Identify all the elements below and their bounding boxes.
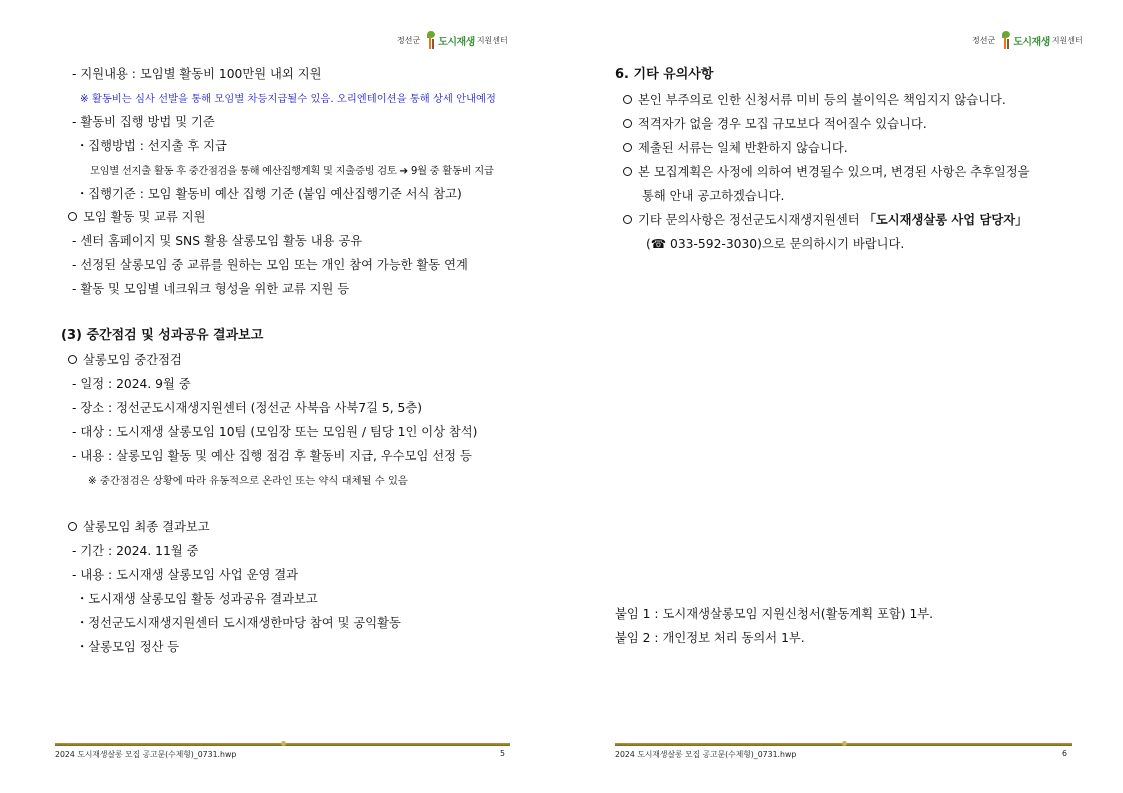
footer-divider [55,743,510,746]
attachment-2: 붙임 2 : 개인정보 처리 동의서 1부. [615,631,805,645]
circle-bullet-icon [68,212,77,221]
circle-bullet-icon [623,119,632,128]
notice-item-1-text: 본인 부주의로 인한 신청서류 미비 등의 불이익은 책임지지 않습니다. [638,93,1006,107]
final-report-heading [68,519,210,535]
notice-item-4 [623,164,1030,180]
notice-item-4-text: 본 모집계획은 사정에 의하여 변경될수 있으며, 변경된 사항은 추후일정을 [638,165,1030,179]
logo-brand-suffix: 지원센터 [1051,35,1083,45]
final-item-2: ・정선군도시재생지원센터 도시재생한마당 참여 및 공익활동 [76,616,401,630]
note-activity-fee: ※ 활동비는 심사 선발을 통해 모임별 차등지급될수 있음. 오리엔테이션을 통해 상세 안내예정 [80,93,496,105]
contact-phone-line: (☎ 033-592-3030)으로 문의하시기 바랍니다. [646,237,905,251]
logo-brand-text: 도시재생 [438,36,475,48]
footer-filename: 2024 도시재생살롱 모집 공고문(수제형)_0731.hwp [615,750,797,759]
page-number: 5 [500,749,505,758]
circle-bullet-icon [68,522,77,531]
logo-brand-suffix: 지원센터 [476,35,508,45]
execution-detail-line [90,163,494,179]
tree-logo-icon [424,31,436,49]
logo-region-text: 정선군 [972,35,996,45]
notice-item-3-text: 제출된 서류는 일체 반환하지 않습니다. [638,141,848,155]
circle-bullet-icon [68,355,77,364]
document-page-right [562,0,1123,793]
notice-item-2-text: 적격자가 없을 경우 모집 규모보다 적어질수 있습니다. [638,117,927,131]
support-item-2: - 선정된 살롱모임 중 교류를 원하는 모임 또는 개인 참여 가능한 활동 연계 [72,258,468,272]
notice-item-1 [623,92,1006,108]
circle-bullet-icon [623,95,632,104]
center-logo [972,31,1083,49]
circle-bullet-icon [623,167,632,176]
midpoint-target: - 대상 : 도시재생 살롱모임 10팀 (모임장 또는 모임원 / 팀당 1인 이상 참석) [72,425,478,439]
execution-detail-text: 모임별 선지출 활동 후 중간점검을 통해 예산집행계획 및 지출증빙 검토 [90,165,397,177]
final-item-1: ・도시재생 살롱모임 활동 성과공유 결과보고 [76,592,318,606]
final-report-text: 살롱모임 최종 결과보고 [83,520,210,534]
midpoint-check-heading [68,352,182,368]
notice-item-4-cont: 통해 안내 공고하겠습니다. [642,189,785,203]
midpoint-check-text: 살롱모임 중간점검 [83,353,182,367]
support-item-3: - 활동 및 모임별 네크워크 형성을 위한 교류 지원 등 [72,282,350,296]
notice-item-2 [623,116,927,132]
center-logo [397,31,508,49]
final-item-3: ・살롱모임 정산 등 [76,640,180,654]
section-heading-3: (3) 중간점검 및 성과공유 결과보고 [61,328,264,343]
support-heading-text: 모임 활동 및 교류 지원 [83,210,206,224]
attachment-1: 붙임 1 : 도시재생살롱모임 지원신청서(활동계획 포함) 1부. [615,607,934,621]
final-period: - 기간 : 2024. 11월 중 [72,544,199,558]
midpoint-note: ※ 중간점검은 상황에 따라 유동적으로 온라인 또는 약식 대체될 수 있음 [88,475,408,487]
document-page-left [0,0,561,793]
section-heading-6: 6. 기타 유의사항 [615,67,714,82]
right-arrow-icon: ➔ [399,165,408,177]
execution-detail-tail: 9월 중 활동비 지급 [410,165,494,177]
midpoint-content: - 내용 : 살롱모임 활동 및 예산 집행 점검 후 활동비 지급, 우수모임 선정 등 [72,449,472,463]
notice-item-5-text: 기타 문의사항은 정선군도시재생지원센터 [638,213,860,227]
footer-divider [615,743,1072,746]
notice-item-3 [623,140,848,156]
logo-brand-text: 도시재생 [1013,36,1050,48]
execution-method-line: ・집행방법 : 선지출 후 지급 [76,139,227,153]
support-item-1: - 센터 홈페이지 및 SNS 활용 살롱모임 활동 내용 공유 [72,234,363,248]
tree-logo-icon [999,31,1011,49]
midpoint-location: - 장소 : 정선군도시재생지원센터 (정선군 사북읍 사북7길 5, 5층) [72,401,423,415]
notice-item-5 [623,212,1027,228]
midpoint-schedule: - 일정 : 2024. 9월 중 [72,377,191,391]
execution-method-title: - 활동비 집행 방법 및 기준 [72,115,215,129]
logo-region-text: 정선군 [397,35,421,45]
execution-standard-line: ・집행기준 : 모임 활동비 예산 집행 기준 (붙임 예산집행기준 서식 참고) [76,187,462,201]
support-content-line: - 지원내용 : 모임별 활동비 100만원 내외 지원 [72,67,322,81]
final-content: - 내용 : 도시재생 살롱모임 사업 운영 결과 [72,568,299,582]
support-heading-line [68,209,206,225]
circle-bullet-icon [623,215,632,224]
footer-filename: 2024 도시재생살롱 모집 공고문(수제형)_0731.hwp [55,750,237,759]
contact-person-label: 「도시재생살롱 사업 담당자」 [863,213,1028,227]
page-number: 6 [1062,749,1067,758]
circle-bullet-icon [623,143,632,152]
